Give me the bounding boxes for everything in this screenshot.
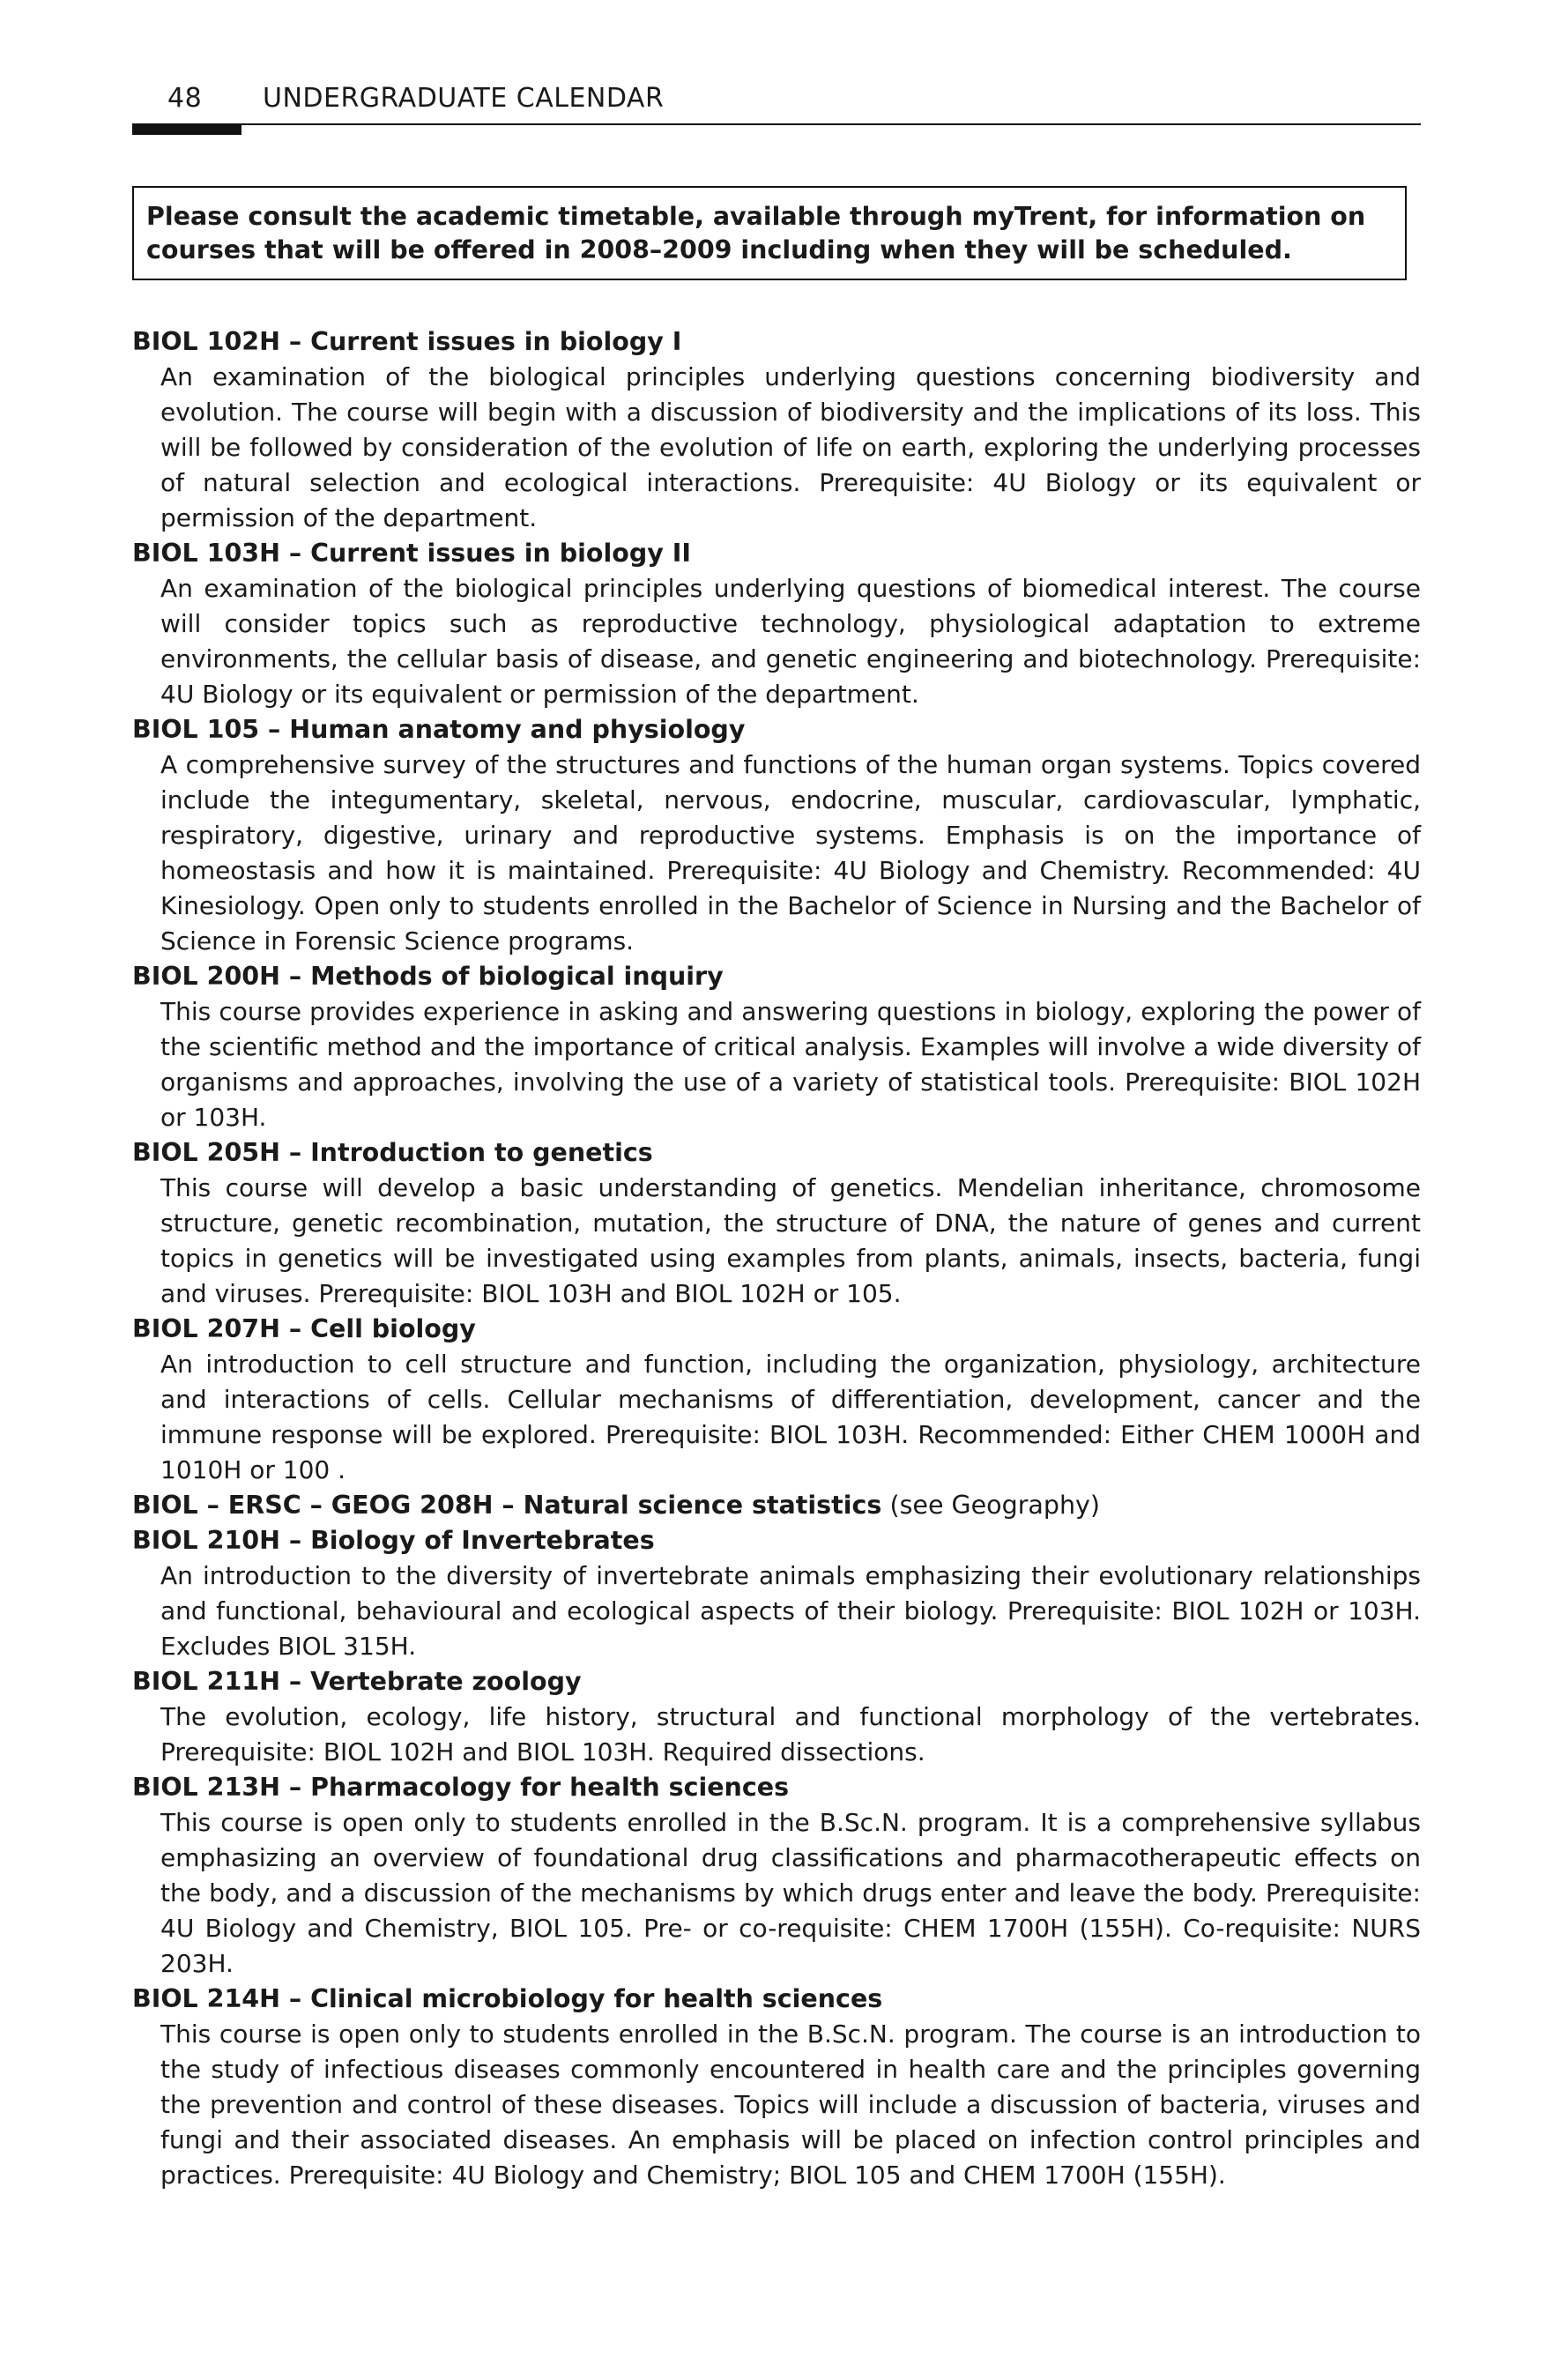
- course-entry: [132, 1664, 1421, 1770]
- course-entry: [132, 1312, 1421, 1488]
- course-description: This course provides experience in asking and answering questions in biology, exploring the power of the scientific method and the importance of critical analysis. Examples will involve a wide diversity of organisms and approaches, involving the use of a variety of statistical tools. Prerequisite: BIOL 102H or 103H.: [160, 997, 1421, 1132]
- page-number: 48: [167, 83, 203, 114]
- course-entry: [132, 536, 1421, 712]
- course-title: BIOL 102H – Current issues in biology I: [132, 327, 682, 356]
- course-entry: [132, 1982, 1421, 2193]
- course-title: BIOL 105 – Human anatomy and physiology: [132, 715, 746, 744]
- course-description: This course is open only to students enrolled in the B.Sc.N. program. It is a comprehensive syllabus emphasizing an overview of foundational drug classifications and pharmacotherapeutic effects on the body, and a discussion of the mechanisms by which drugs enter and leave the body. Prerequisite: 4U Biology and Chemistry, BIOL 105. Pre- or co-requisite: CHEM 1700H (155H). Co-requisite: NURS 203H.: [160, 1808, 1421, 1978]
- course-entry: [132, 712, 1421, 959]
- course-entry: [132, 1523, 1421, 1664]
- course-description: The evolution, ecology, life history, structural and functional morphology of the vertebrates. Prerequisite: BIOL 102H and BIOL 103H. Required dissections.: [160, 1702, 1421, 1766]
- course-cross-reference: (see Geography): [881, 1491, 1101, 1520]
- course-title: BIOL 205H – Introduction to genetics: [132, 1138, 653, 1167]
- header-rule: [132, 123, 1421, 125]
- course-entry: [132, 959, 1421, 1135]
- course-description: An examination of the biological principles underlying questions concerning biodiversity and evolution. The course will begin with a discussion of biodiversity and the implications of its loss. This will be followed by consideration of the evolution of life on earth, exploring the underlying processes of natural selection and ecological interactions. Prerequisite: 4U Biology or its equivalent or permission of the department.: [160, 362, 1421, 532]
- course-description: An introduction to the diversity of invertebrate animals emphasizing their evolutionary relationships and functional, behavioural and ecological aspects of their biology. Prerequisite: BIOL 102H or 103H. Excludes BIOL 315H.: [160, 1561, 1421, 1661]
- page-header: [132, 79, 1421, 123]
- course-title: BIOL 200H – Methods of biological inquiry: [132, 962, 724, 991]
- course-description: This course will develop a basic understanding of genetics. Mendelian inheritance, chromosome structure, genetic recombination, mutation, the structure of DNA, the nature of genes and current topics in genetics will be investigated using examples from plants, animals, insects, bacteria, fungi and viruses. Prerequisite: BIOL 103H and BIOL 102H or 105.: [160, 1173, 1421, 1308]
- course-title: BIOL 211H – Vertebrate zoology: [132, 1667, 582, 1696]
- course-title: BIOL – ERSC – GEOG 208H – Natural science statistics: [132, 1491, 882, 1520]
- course-entry: [132, 1135, 1421, 1312]
- notice-text: Please consult the academic timetable, available through myTrent, for information on courses that will be offered in 2008–2009 including when they will be scheduled.: [146, 202, 1366, 264]
- course-description: This course is open only to students enrolled in the B.Sc.N. program. The course is an introduction to the study of infectious diseases commonly encountered in health care and the principles governing the prevention and control of these diseases. Topics will include a discussion of bacteria, viruses and fungi and their associated diseases. An emphasis will be placed on infection control principles and practices. Prerequisite: 4U Biology and Chemistry; BIOL 105 and CHEM 1700H (155H).: [160, 2019, 1421, 2190]
- course-title: BIOL 210H – Biology of Invertebrates: [132, 1526, 655, 1555]
- course-title: BIOL 213H – Pharmacology for health sciences: [132, 1773, 790, 1802]
- course-entry: [132, 1488, 1421, 1523]
- timetable-notice-box: [132, 186, 1407, 280]
- course-description: A comprehensive survey of the structures and functions of the human organ systems. Topics covered include the integumentary, skeletal, nervous, endocrine, muscular, cardiovascular, lymphatic, respiratory, digestive, urinary and reproductive systems. Emphasis is on the importance of homeostasis and how it is maintained. Prerequisite: 4U Biology and Chemistry. Recommended: 4U Kinesiology. Open only to students enrolled in the Bachelor of Science in Nursing and the Bachelor of Science in Forensic Science programs.: [160, 750, 1421, 956]
- header-tab-bar: [132, 124, 241, 135]
- course-title: BIOL 214H – Clinical microbiology for health sciences: [132, 1984, 883, 2013]
- course-title: BIOL 207H – Cell biology: [132, 1314, 476, 1343]
- course-entry: [132, 324, 1421, 536]
- course-description: An examination of the biological principles underlying questions of biomedical interest. The course will consider topics such as reproductive technology, physiological adaptation to extreme environments, the cellular basis of disease, and genetic engineering and biotechnology. Prerequisite: 4U Biology or its equivalent or permission of the department.: [160, 574, 1421, 709]
- running-title: UNDERGRADUATE CALENDAR: [263, 83, 665, 114]
- course-entry: [132, 1770, 1421, 1982]
- course-title-with-reference: [132, 1488, 1421, 1523]
- course-description: An introduction to cell structure and function, including the organization, physiology, architecture and interactions of cells. Cellular mechanisms of differentiation, development, cancer and the immune response will be explored. Prerequisite: BIOL 103H. Recommended: Either CHEM 1000H and 1010H or 100 .: [160, 1350, 1421, 1484]
- course-title: BIOL 103H – Current issues in biology II: [132, 539, 691, 568]
- course-list: [132, 324, 1421, 2193]
